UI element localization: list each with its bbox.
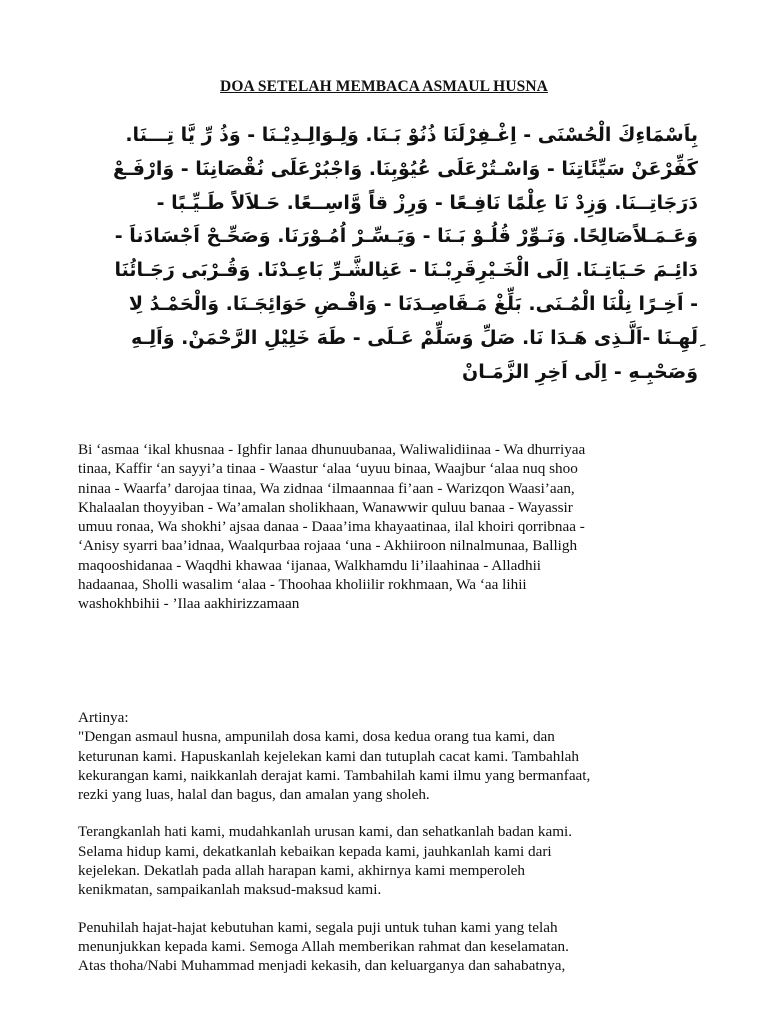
- transliteration-line: Bi ‘asmaa ‘ikal khusnaa - Ighfir lanaa dhunuubanaa, Waliwalidiinaa - Wa dhurriyaa: [78, 441, 586, 458]
- arabic-line: دَرَجَاتِــنَا. وَزِدْ نَا عِلْمًا نَافِـعًا - وَرِزْ قاً وَّاسِــعًا. حَـلاَلاً طَـيِّـبًا -: [156, 191, 698, 214]
- translation-line: "Dengan asmaul husna, ampunilah dosa kami, dosa kedua orang tua kami, dan: [78, 728, 555, 746]
- translation-line: keturunan kami. Hapuskanlah kejelekan kami dan tutuplah cacat kami. Tambahlah: [78, 747, 579, 765]
- arabic-line: ِلَهِـنَا -اَلَّـذِى هَـدَا نَا. صَلِّ وَسَلِّمْ عَـلَى - طَهَ خَلِيْلِ الرَّحْمَنْ. وَاَلِـهِ: [131, 326, 698, 349]
- transliteration-line: maqooshidanaa - Waqdhi khawaa ‘ijanaa, Walkhamdu li’ilaahinaa - Alladhii: [78, 556, 542, 574]
- translation-line: menunjukkan kepada kami. Semoga Allah memberikan rahmat dan keselamatan.: [78, 937, 569, 955]
- translation-heading: Artinya:: [78, 709, 129, 726]
- transliteration-line: tinaa, Kaffir ‘an sayyi’a tinaa - Waastur ‘alaa ‘uyuu binaa, Waajbur ‘alaa nuq shoo: [78, 460, 578, 478]
- translation-line: Penuhilah hajat-hajat kebutuhan kami, segala puji untuk tuhan kami yang telah: [78, 918, 558, 936]
- transliteration-line: ninaa - Waarfa’ darojaa tinaa, Wa zidnaa ‘ilmaannaa fi’aan - Warizqon Waasi’aan,: [78, 479, 575, 497]
- arabic-line: وَعَـمَـلاًصَالِحًا. وَنَـوِّرْ قُلُـوْ بَـنَا - وَيَـسِّـرْ اُمُـوْرَنَا. وَصَحِّـحْ اَجْسَادَناَ -: [114, 225, 698, 248]
- translation-line: kekurangan kami, naikkanlah derajat kami. Tambahilah kami ilmu yang bermanfaat,: [78, 766, 591, 784]
- translation-paragraph: [78, 918, 718, 976]
- translation-line: kenikmatan, sampaikanlah maksud-maksud kami.: [78, 881, 382, 899]
- translation-line: Atas thoha/Nabi Muhammad menjadi kekasih, dan keluarganya dan sahabatnya,: [78, 957, 566, 975]
- document-title: DOA SETELAH MEMBACA ASMAUL HUSNA: [220, 78, 548, 95]
- translation-line: kejelekan. Dekatlah pada allah harapan kami, akhirnya kami memperoleh: [78, 862, 525, 880]
- translation-paragraph: [78, 822, 718, 899]
- arabic-line: دَائِـمَ حَـيَاتِـنَا. اِلَى الْخَـيْرِقَرِبْـنَا - عَنِالشَّـرِّ بَاعِـدْنَا. وَقُـرْبَى رَجَـائُنَا: [114, 259, 698, 282]
- transliteration-paragraph: [78, 440, 708, 614]
- translation-paragraph: [78, 727, 718, 804]
- translation-line: Selama hidup kami, dekatkanlah kebaikan kepada kami, jauhkanlah kami dari: [78, 842, 552, 860]
- transliteration-line: ‘Anisy syarri baa’idnaa, Waalqurbaa rojaaa ‘una - Akhiiroon nilnalmunaa, Balligh: [78, 537, 578, 555]
- arabic-line: بِاَسْمَاءِكَ الْحُسْنَى - اِغْـفِرْلَنَا ذُنُوْ بَـنَا. وَلِـوَالِـدِيْـنَا - وَذُ رِّ يَّا تِـــنَا.: [125, 124, 698, 146]
- translation-section: [78, 708, 718, 994]
- arabic-line: - اَخِـرًا نِلْنَا الْمُـنَى. بَلِّغْ مَـقَاصِـدَنَا - وَاقْـضِ حَوَائِجَـنَا. وَالْحَمْـدُ لِا: [128, 292, 698, 315]
- arabic-line: وَصَحْبِـهِ - اِلَى اَخِرِ الزَّمَـانْ: [462, 360, 698, 383]
- arabic-line: كَفِّرْعَنْ سَيِّئَاتِنَا - وَاسْـتُرْعَلَى عُيُوْبِنَا. وَاجْبُرْعَلَى نُقْصَانِنَا - وَارْفَـعْ: [112, 157, 698, 180]
- transliteration-line: umuu ronaa, Wa shokhi’ ajsaa danaa - Daaa’ima khayaatinaa, ilal khoiri qorribnaa -: [78, 518, 585, 536]
- transliteration-line: washokhbihii - ’Ilaa aakhirizzamaan: [78, 595, 300, 613]
- translation-line: Terangkanlah hati kami, mudahkanlah urusan kami, dan sehatkanlah badan kami.: [78, 823, 573, 841]
- translation-line: rezki yang luas, halal dan bagus, dan amalan yang sholeh.: [78, 786, 430, 804]
- transliteration-line: Khalaalan thoyyiban - Wa’amalan sholikhaan, Wanawwir quluu banaa - Wayassir: [78, 498, 573, 516]
- transliteration-line: hadaanaa, Sholli wasalim ‘alaa - Thoohaa kholiilir rokhmaan, Wa ‘aa lihii: [78, 576, 527, 594]
- arabic-prayer-text: [76, 119, 698, 389]
